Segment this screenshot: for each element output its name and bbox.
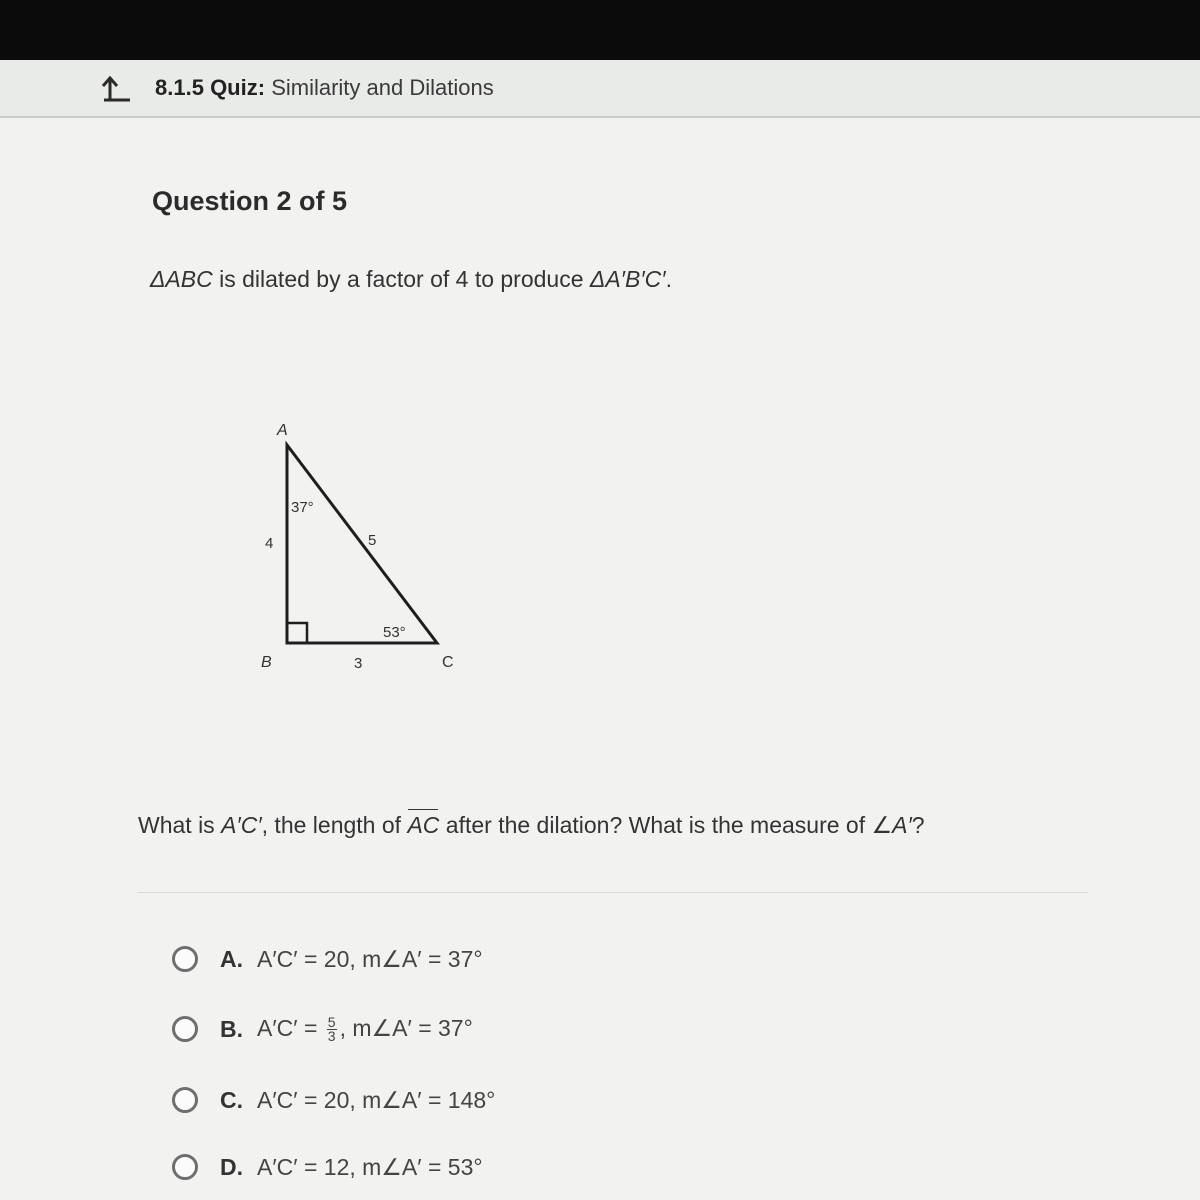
answer-option-b[interactable] [172, 1009, 473, 1049]
triangle-abc: ΔABC [150, 266, 213, 292]
radio-button-d[interactable] [172, 1154, 198, 1180]
option-b-post: , m∠A′ = 37° [339, 1014, 473, 1041]
answer-option-c[interactable] [172, 1080, 495, 1120]
option-a-text: A′C′ = 20, m∠A′ = 37° [257, 945, 483, 972]
option-d-letter: D. [220, 1153, 243, 1180]
quiz-title [155, 75, 494, 101]
side-ac-label: 5 [368, 532, 377, 549]
question-number: Question 2 of 5 [152, 186, 348, 216]
quiz-code: 8.1.5 [155, 75, 204, 100]
radio-button-b[interactable] [172, 1016, 198, 1042]
vertex-c-label: C [442, 654, 454, 671]
fraction-numerator: 5 [327, 1014, 336, 1031]
side-bc-label: 3 [354, 655, 363, 672]
question-text [138, 812, 925, 839]
answer-option-a[interactable] [172, 939, 483, 979]
divider [138, 892, 1088, 893]
monitor-bezel [0, 0, 1200, 60]
right-angle-marker [287, 623, 307, 643]
question-part-2: , the length of [261, 812, 408, 838]
answer-option-d[interactable] [172, 1147, 483, 1187]
option-c-letter: C. [220, 1086, 243, 1113]
question-part-1: What is [138, 812, 222, 838]
option-d-text: A′C′ = 12, m∠A′ = 53° [257, 1153, 483, 1180]
segment-a-prime-c-prime: A′C′ [221, 812, 262, 838]
triangle-abc-shape [287, 445, 437, 643]
prompt-text: is dilated by a factor of 4 to produce [212, 266, 590, 292]
side-ab-label: 4 [265, 535, 274, 552]
question-part-4: ? [911, 812, 925, 838]
quiz-header [0, 60, 1200, 118]
angle-a-prime: ∠A′ [871, 812, 912, 838]
option-a-letter: A. [220, 945, 243, 972]
vertex-b-label: B [261, 654, 272, 671]
radio-button-a[interactable] [172, 946, 198, 972]
angle-c-label: 53° [383, 624, 406, 641]
triangle-diagram [240, 405, 480, 685]
option-c-text: A′C′ = 20, m∠A′ = 148° [257, 1086, 496, 1113]
back-arrow-icon[interactable] [96, 73, 136, 103]
fraction-denominator: 3 [327, 1028, 336, 1045]
quiz-subject: Similarity and Dilations [271, 75, 494, 100]
segment-ac: AC [407, 812, 440, 838]
quiz-label: Quiz: [210, 75, 266, 100]
vertex-a-label: A [277, 422, 288, 439]
prompt-end: . [665, 266, 672, 292]
question-part-3: after the dilation? What is the measure of [439, 812, 872, 838]
option-b-text [257, 1015, 473, 1043]
option-b-letter: B. [220, 1015, 243, 1042]
radio-button-c[interactable] [172, 1087, 198, 1113]
option-b-pre: A′C′ = [257, 1014, 324, 1041]
angle-a-label: 37° [291, 499, 314, 516]
question-prompt [150, 266, 672, 293]
option-b-fraction [327, 1016, 337, 1043]
triangle-image: ΔA′B′C′ [589, 266, 666, 292]
